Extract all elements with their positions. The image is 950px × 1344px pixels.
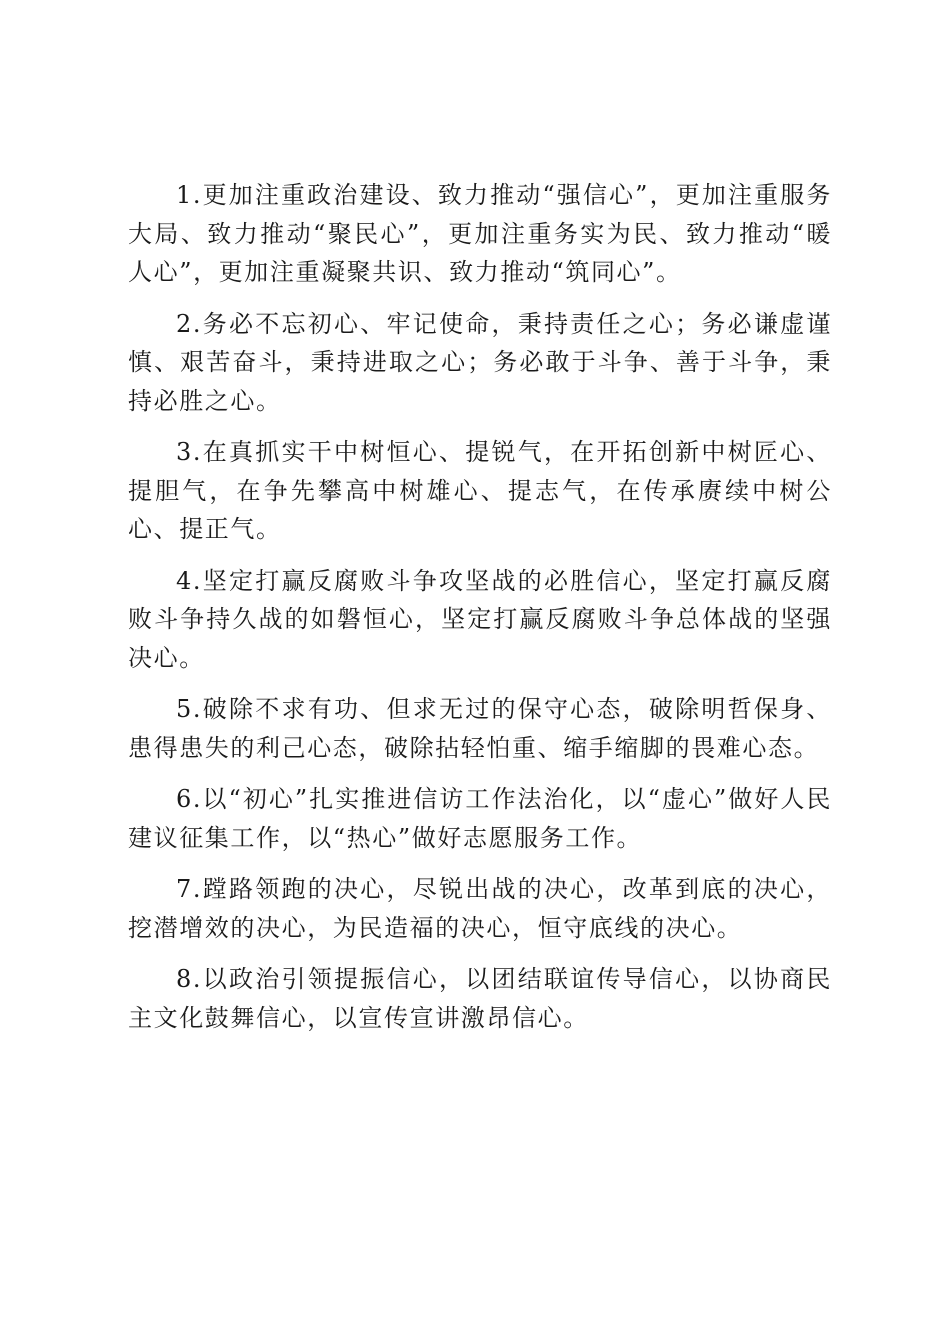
document-body xyxy=(128,176,832,1037)
paragraph-5: 5.破除不求有功、但求无过的保守心态，破除明哲保身、患得患失的利己心态，破除拈轻怕重、缩手缩脚的畏难心态。 xyxy=(128,695,832,762)
paragraph-4: 4.坚定打赢反腐败斗争攻坚战的必胜信心，坚定打赢反腐败斗争持久战的如磐恒心，坚定打赢反腐败斗争总体战的坚强决心。 xyxy=(128,566,832,672)
paragraph-8: 8.以政治引领提振信心，以团结联谊传导信心，以协商民主文化鼓舞信心，以宣传宣讲激昂信心。 xyxy=(128,965,832,1032)
paragraph-1: 1.更加注重政治建设、致力推动“强信心”，更加注重服务大局、致力推动“聚民心”，更加注重务实为民、致力推动“暖人心”，更加注重凝聚共识、致力推动“筑同心”。 xyxy=(128,181,832,286)
paragraph-7: 7.蹚路领跑的决心，尽锐出战的决心，改革到底的决心，挖潜增效的决心，为民造福的决心，恒守底线的决心。 xyxy=(128,875,832,942)
paragraph-6: 6.以“初心”扎实推进信访工作法治化，以“虚心”做好人民建议征集工作，以“热心”做好志愿服务工作。 xyxy=(128,785,832,852)
paragraph-2: 2.务必不忘初心、牢记使命，秉持责任之心；务必谦虚谨慎、艰苦奋斗，秉持进取之心；务必敢于斗争、善于斗争，秉持必胜之心。 xyxy=(128,309,832,415)
paragraph-3: 3.在真抓实干中树恒心、提锐气，在开拓创新中树匠心、提胆气，在争先攀高中树雄心、提志气，在传承赓续中树公心、提正气。 xyxy=(128,438,832,543)
